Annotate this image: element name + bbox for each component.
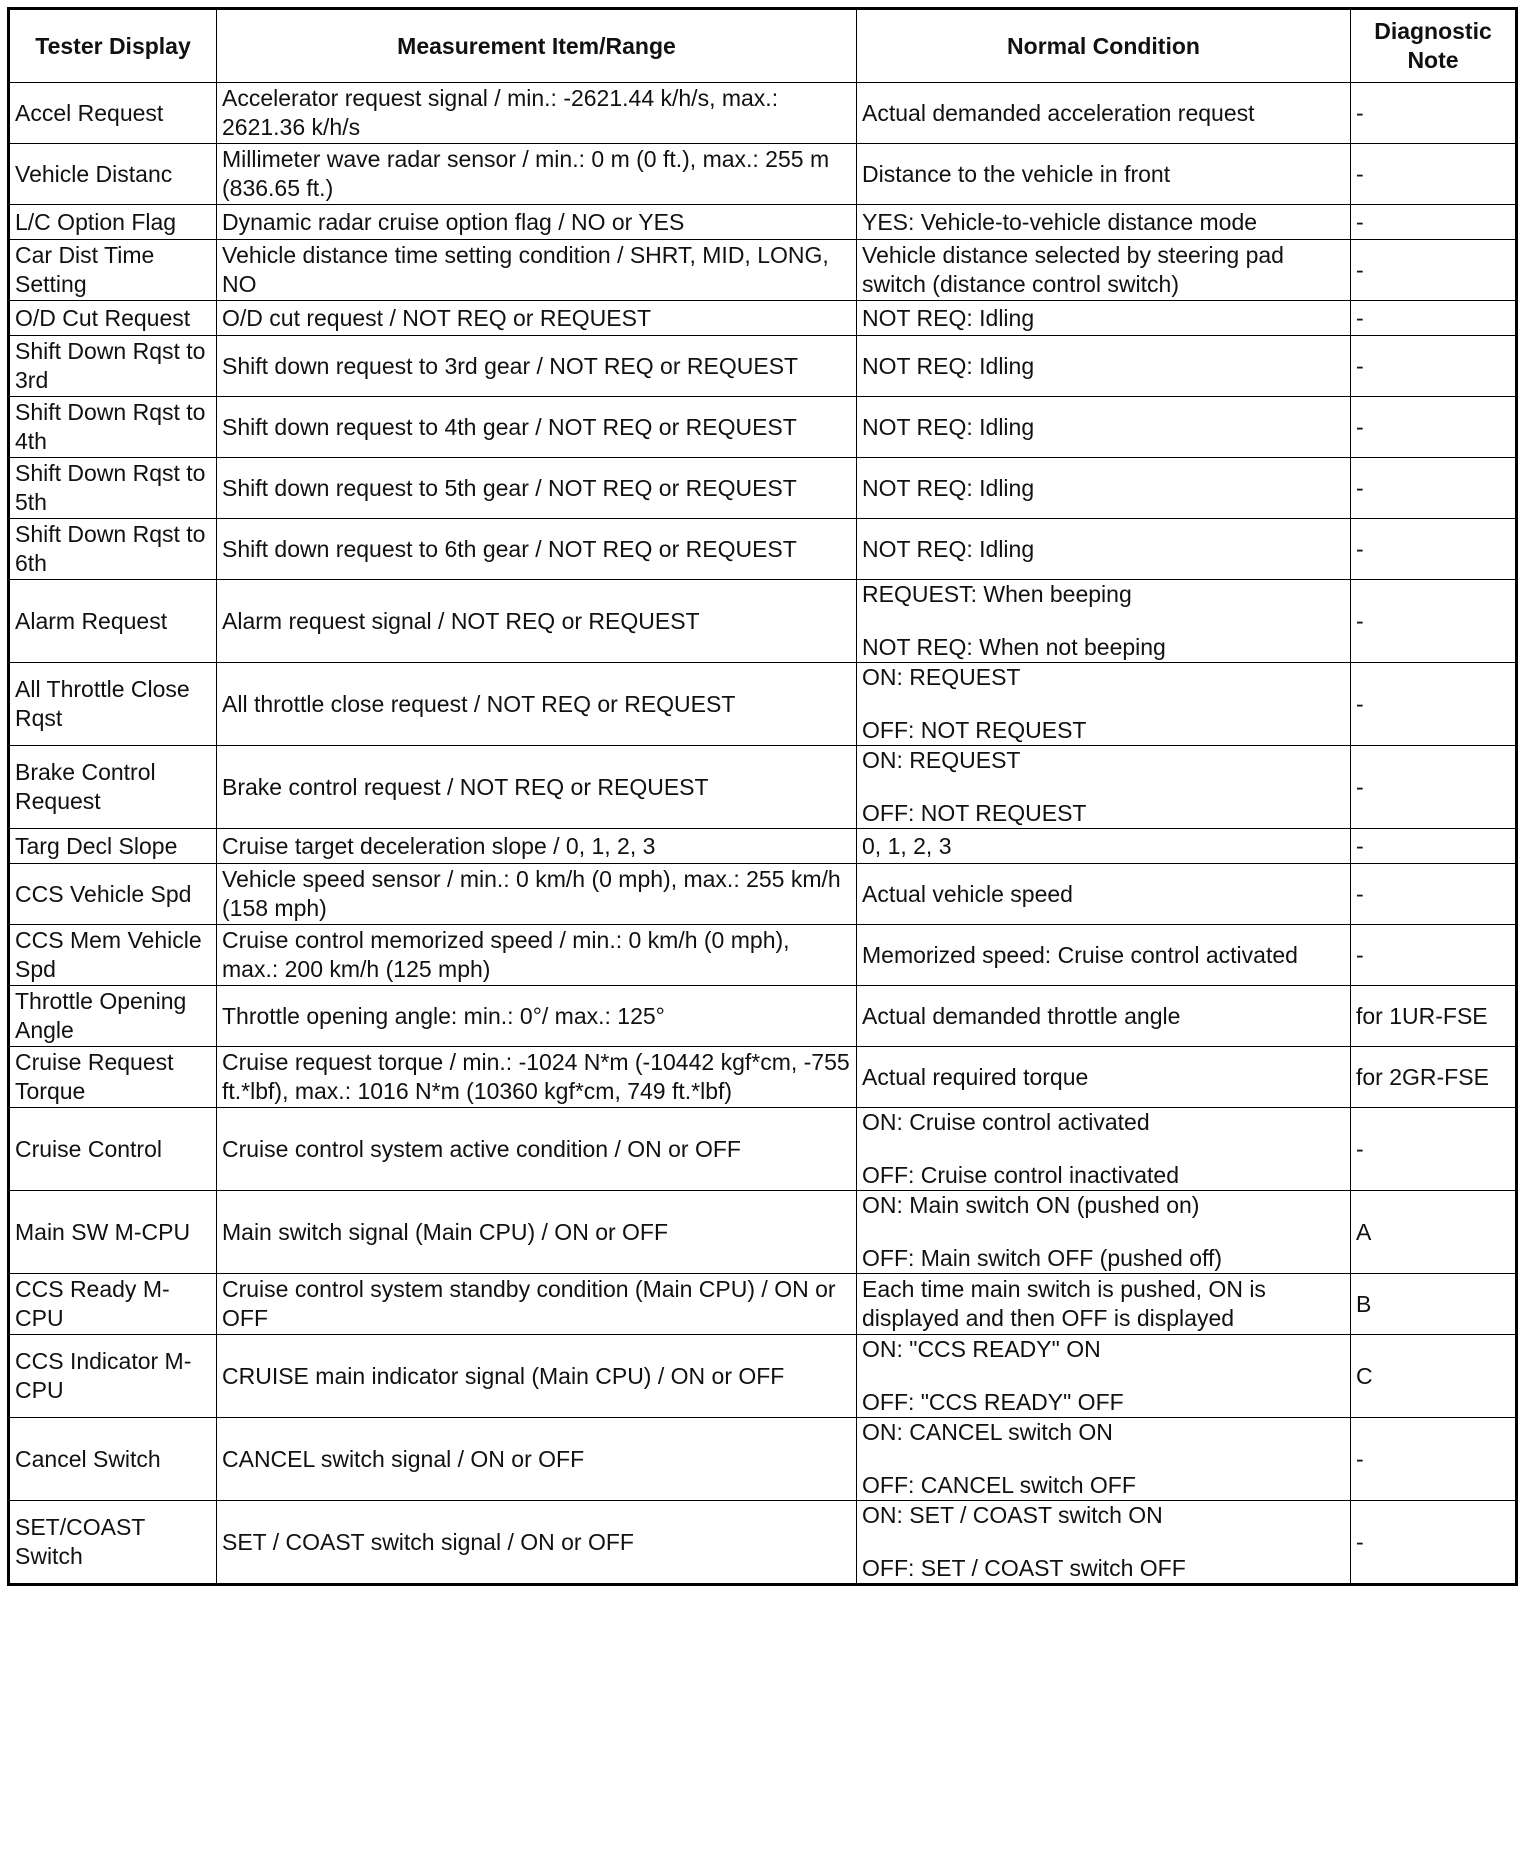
cell-diagnostic-note: -	[1351, 519, 1517, 580]
cell-tester-display: CCS Ready M-CPU	[9, 1274, 217, 1335]
cell-normal-condition	[857, 829, 1351, 864]
cell-normal-condition	[857, 205, 1351, 240]
cell-diagnostic-note: -	[1351, 240, 1517, 301]
cell-diagnostic-note: -	[1351, 1418, 1517, 1501]
cell-tester-display: Cancel Switch	[9, 1418, 217, 1501]
normal-condition-line: ON: REQUEST	[862, 664, 1021, 690]
normal-condition-line: OFF: NOT REQUEST	[862, 717, 1087, 743]
cell-tester-display: CCS Mem Vehicle Spd	[9, 925, 217, 986]
cell-normal-condition	[857, 663, 1351, 746]
normal-condition-line: Actual vehicle speed	[862, 880, 1073, 907]
cell-diagnostic-note: C	[1351, 1335, 1517, 1418]
cell-tester-display: CCS Vehicle Spd	[9, 864, 217, 925]
cell-normal-condition	[857, 336, 1351, 397]
cell-diagnostic-note: -	[1351, 663, 1517, 746]
normal-condition-line: ON: CANCEL switch ON	[862, 1419, 1113, 1445]
cell-measurement-item: Cruise control system standby condition (Main CPU) / ON or OFF	[217, 1274, 857, 1335]
cell-tester-display: Car Dist Time Setting	[9, 240, 217, 301]
normal-condition-line: ON: "CCS READY" ON	[862, 1336, 1101, 1362]
table-row	[9, 144, 1517, 205]
normal-condition-line: OFF: "CCS READY" OFF	[862, 1389, 1124, 1415]
cell-measurement-item: Shift down request to 3rd gear / NOT REQ or REQUEST	[217, 336, 857, 397]
normal-condition-line: Actual demanded throttle angle	[862, 1002, 1181, 1029]
cell-normal-condition	[857, 519, 1351, 580]
table-row	[9, 1501, 1517, 1585]
table-row	[9, 663, 1517, 746]
cell-measurement-item: Shift down request to 4th gear / NOT REQ or REQUEST	[217, 397, 857, 458]
cell-measurement-item: Main switch signal (Main CPU) / ON or OFF	[217, 1191, 857, 1274]
line-gap	[862, 1220, 1345, 1244]
cell-diagnostic-note: -	[1351, 336, 1517, 397]
normal-condition-line: NOT REQ: Idling	[862, 304, 1035, 331]
normal-condition-line: ON: Main switch ON (pushed on)	[862, 1192, 1200, 1218]
table-row	[9, 829, 1517, 864]
normal-condition-line: 0, 1, 2, 3	[862, 832, 952, 859]
cell-diagnostic-note: -	[1351, 458, 1517, 519]
normal-condition-line: Actual required torque	[862, 1063, 1089, 1090]
cell-tester-display: Brake Control Request	[9, 746, 217, 829]
table-row	[9, 1335, 1517, 1418]
table-row	[9, 301, 1517, 336]
cell-tester-display: All Throttle Close Rqst	[9, 663, 217, 746]
cell-diagnostic-note: -	[1351, 580, 1517, 663]
cell-tester-display: Shift Down Rqst to 5th	[9, 458, 217, 519]
table-row	[9, 580, 1517, 663]
normal-condition-line: Distance to the vehicle in front	[862, 160, 1171, 187]
cell-tester-display: Cruise Request Torque	[9, 1047, 217, 1108]
normal-condition-line: OFF: Cruise control inactivated	[862, 1162, 1180, 1188]
cell-tester-display: Shift Down Rqst to 4th	[9, 397, 217, 458]
cell-tester-display: Main SW M-CPU	[9, 1191, 217, 1274]
cell-normal-condition	[857, 986, 1351, 1047]
table-row	[9, 519, 1517, 580]
cell-diagnostic-note: -	[1351, 829, 1517, 864]
cell-tester-display: Targ Decl Slope	[9, 829, 217, 864]
line-gap	[862, 1364, 1345, 1388]
cell-normal-condition	[857, 746, 1351, 829]
cell-tester-display: Throttle Opening Angle	[9, 986, 217, 1047]
cell-normal-condition	[857, 240, 1351, 301]
cell-measurement-item: All throttle close request / NOT REQ or REQUEST	[217, 663, 857, 746]
header-row	[9, 9, 1517, 83]
cell-diagnostic-note: A	[1351, 1191, 1517, 1274]
cell-tester-display: Accel Request	[9, 83, 217, 144]
line-gap	[862, 609, 1345, 633]
table-row	[9, 1108, 1517, 1191]
normal-condition-line: ON: Cruise control activated	[862, 1109, 1150, 1135]
table-row	[9, 1274, 1517, 1335]
cell-normal-condition	[857, 1191, 1351, 1274]
cell-normal-condition	[857, 1108, 1351, 1191]
table-row	[9, 83, 1517, 144]
cell-measurement-item: Accelerator request signal / min.: -2621.44 k/h/s, max.: 2621.36 k/h/s	[217, 83, 857, 144]
line-gap	[862, 1447, 1345, 1471]
cell-measurement-item: Vehicle distance time setting condition / SHRT, MID, LONG, NO	[217, 240, 857, 301]
table-row	[9, 397, 1517, 458]
normal-condition-line: NOT REQ: Idling	[862, 474, 1035, 501]
cell-tester-display: Alarm Request	[9, 580, 217, 663]
table-row	[9, 925, 1517, 986]
data-list-sheet	[7, 7, 1515, 1586]
cell-normal-condition	[857, 864, 1351, 925]
cell-diagnostic-note: -	[1351, 1108, 1517, 1191]
cell-normal-condition	[857, 301, 1351, 336]
normal-condition-line: NOT REQ: Idling	[862, 535, 1035, 562]
table-body	[9, 83, 1517, 1585]
cell-measurement-item: Cruise control system active condition / ON or OFF	[217, 1108, 857, 1191]
table-row	[9, 1047, 1517, 1108]
cell-normal-condition	[857, 144, 1351, 205]
table-row	[9, 240, 1517, 301]
normal-condition-line: ON: REQUEST	[862, 747, 1021, 773]
cell-normal-condition	[857, 1047, 1351, 1108]
normal-condition-line: Actual demanded acceleration request	[862, 99, 1255, 126]
cell-normal-condition	[857, 580, 1351, 663]
normal-condition-line: ON: SET / COAST switch ON	[862, 1502, 1163, 1528]
cell-diagnostic-note: -	[1351, 144, 1517, 205]
cell-measurement-item: O/D cut request / NOT REQ or REQUEST	[217, 301, 857, 336]
table-row	[9, 1418, 1517, 1501]
cell-tester-display: O/D Cut Request	[9, 301, 217, 336]
data-list-table	[7, 7, 1518, 1586]
cell-measurement-item: CANCEL switch signal / ON or OFF	[217, 1418, 857, 1501]
cell-tester-display: Shift Down Rqst to 3rd	[9, 336, 217, 397]
normal-condition-line: YES: Vehicle-to-vehicle distance mode	[862, 208, 1258, 235]
header-tester-display: Tester Display	[9, 9, 217, 83]
cell-measurement-item: Brake control request / NOT REQ or REQUEST	[217, 746, 857, 829]
cell-measurement-item: SET / COAST switch signal / ON or OFF	[217, 1501, 857, 1585]
cell-tester-display: L/C Option Flag	[9, 205, 217, 240]
table-row	[9, 1191, 1517, 1274]
cell-diagnostic-note: -	[1351, 746, 1517, 829]
cell-diagnostic-note: -	[1351, 301, 1517, 336]
table-row	[9, 864, 1517, 925]
cell-diagnostic-note: -	[1351, 1501, 1517, 1585]
normal-condition-line: Each time main switch is pushed, ON is displayed and then OFF is displayed	[862, 1276, 1266, 1331]
cell-diagnostic-note: for 2GR-FSE	[1351, 1047, 1517, 1108]
cell-measurement-item: CRUISE main indicator signal (Main CPU) / ON or OFF	[217, 1335, 857, 1418]
cell-measurement-item: Alarm request signal / NOT REQ or REQUEST	[217, 580, 857, 663]
line-gap	[862, 775, 1345, 799]
normal-condition-line: REQUEST: When beeping	[862, 581, 1132, 607]
header-measurement-item: Measurement Item/Range	[217, 9, 857, 83]
normal-condition-line: OFF: NOT REQUEST	[862, 800, 1087, 826]
cell-tester-display: Cruise Control	[9, 1108, 217, 1191]
cell-diagnostic-note: for 1UR-FSE	[1351, 986, 1517, 1047]
cell-tester-display: Shift Down Rqst to 6th	[9, 519, 217, 580]
cell-normal-condition	[857, 1335, 1351, 1418]
cell-measurement-item: Cruise request torque / min.: -1024 N*m (-10442 kgf*cm, -755 ft.*lbf), max.: 1016 N*m (10360 kgf*cm, 749 ft.*lbf)	[217, 1047, 857, 1108]
normal-condition-line: OFF: SET / COAST switch OFF	[862, 1555, 1186, 1581]
table-row	[9, 458, 1517, 519]
cell-measurement-item: Cruise control memorized speed / min.: 0 km/h (0 mph), max.: 200 km/h (125 mph)	[217, 925, 857, 986]
cell-measurement-item: Vehicle speed sensor / min.: 0 km/h (0 mph), max.: 255 km/h (158 mph)	[217, 864, 857, 925]
cell-diagnostic-note: B	[1351, 1274, 1517, 1335]
normal-condition-line: Memorized speed: Cruise control activated	[862, 941, 1298, 968]
header-diagnostic-note: Diagnostic Note	[1351, 9, 1517, 83]
cell-normal-condition	[857, 1501, 1351, 1585]
table-header	[9, 9, 1517, 83]
cell-normal-condition	[857, 397, 1351, 458]
cell-normal-condition	[857, 458, 1351, 519]
cell-normal-condition	[857, 1274, 1351, 1335]
normal-condition-line: NOT REQ: When not beeping	[862, 634, 1166, 660]
cell-diagnostic-note: -	[1351, 864, 1517, 925]
cell-measurement-item: Cruise target deceleration slope / 0, 1, 2, 3	[217, 829, 857, 864]
table-row	[9, 336, 1517, 397]
header-normal-condition: Normal Condition	[857, 9, 1351, 83]
cell-measurement-item: Dynamic radar cruise option flag / NO or YES	[217, 205, 857, 240]
cell-measurement-item: Throttle opening angle: min.: 0°/ max.: 125°	[217, 986, 857, 1047]
cell-normal-condition	[857, 1418, 1351, 1501]
cell-measurement-item: Millimeter wave radar sensor / min.: 0 m (0 ft.), max.: 255 m (836.65 ft.)	[217, 144, 857, 205]
table-row	[9, 205, 1517, 240]
cell-diagnostic-note: -	[1351, 397, 1517, 458]
cell-tester-display: Vehicle Distanc	[9, 144, 217, 205]
normal-condition-line: OFF: Main switch OFF (pushed off)	[862, 1245, 1223, 1271]
cell-measurement-item: Shift down request to 5th gear / NOT REQ or REQUEST	[217, 458, 857, 519]
normal-condition-line: NOT REQ: Idling	[862, 352, 1035, 379]
normal-condition-line: OFF: CANCEL switch OFF	[862, 1472, 1136, 1498]
cell-diagnostic-note: -	[1351, 83, 1517, 144]
cell-normal-condition	[857, 925, 1351, 986]
cell-tester-display: CCS Indicator M-CPU	[9, 1335, 217, 1418]
table-row	[9, 986, 1517, 1047]
table-row	[9, 746, 1517, 829]
line-gap	[862, 692, 1345, 716]
normal-condition-line: Vehicle distance selected by steering pad switch (distance control switch)	[862, 242, 1284, 297]
cell-diagnostic-note: -	[1351, 925, 1517, 986]
cell-measurement-item: Shift down request to 6th gear / NOT REQ or REQUEST	[217, 519, 857, 580]
cell-diagnostic-note: -	[1351, 205, 1517, 240]
line-gap	[862, 1137, 1345, 1161]
cell-normal-condition	[857, 83, 1351, 144]
line-gap	[862, 1530, 1345, 1554]
cell-tester-display: SET/COAST Switch	[9, 1501, 217, 1585]
normal-condition-line: NOT REQ: Idling	[862, 413, 1035, 440]
